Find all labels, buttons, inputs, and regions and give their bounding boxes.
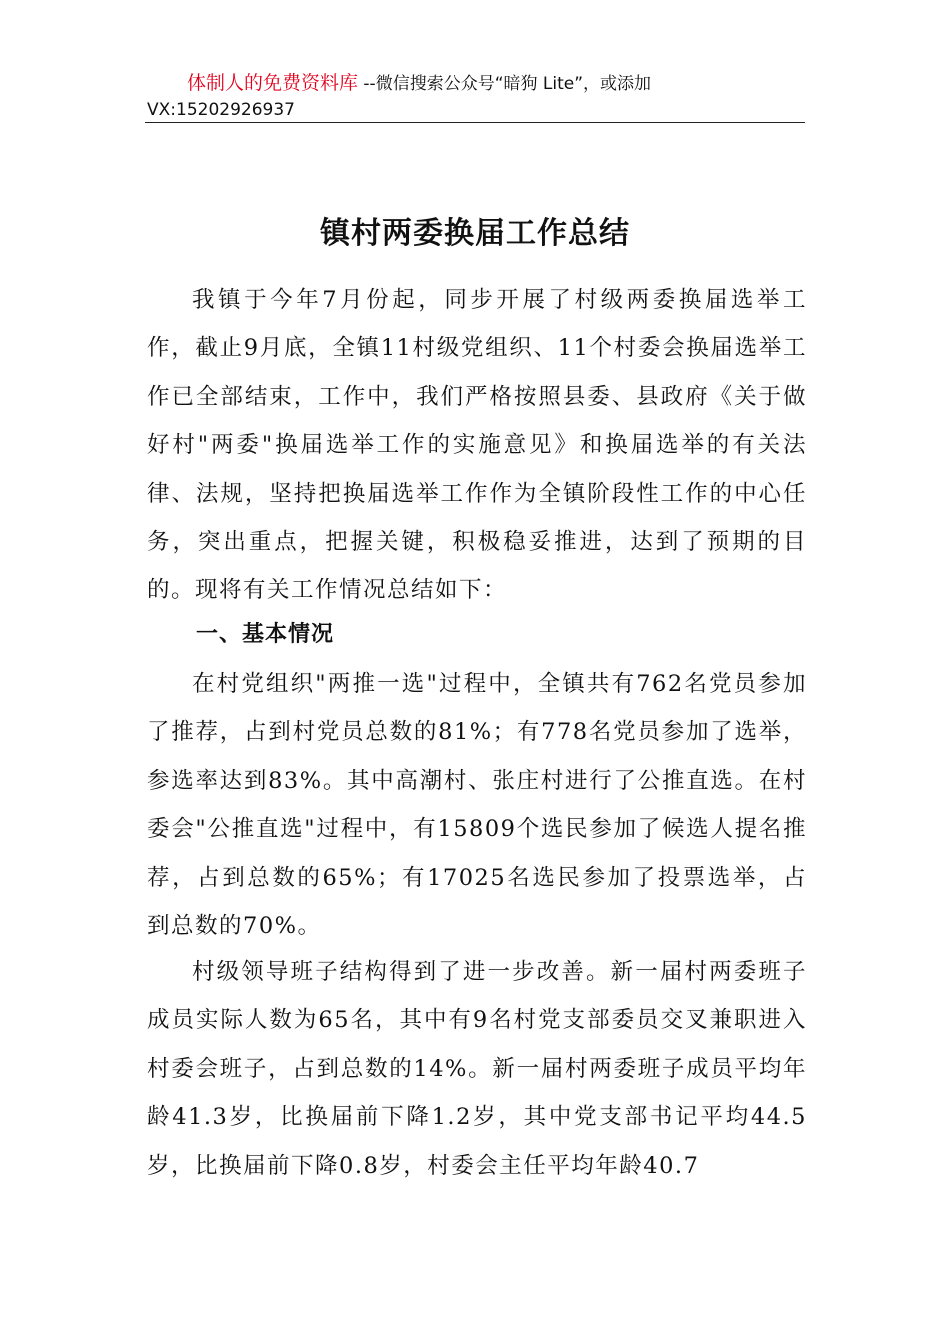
header-contact: VX:15202926937 xyxy=(147,100,295,120)
paragraph-leadership-structure: 村级领导班子结构得到了进一步改善。新一届村两委班子成员实际人数为65名，其中有9名村党支部委员交叉兼职进入村委会班子，占到总数的14%。新一届村两委班子成员平均年龄41.3岁，比换届前下降1.2岁，其中党支部书记平均44.5岁，比换届前下降0.8岁，村委会主任平均年龄40.7 xyxy=(147,959,807,1179)
watermark-header xyxy=(147,70,805,123)
header-suffix: --微信搜索公众号“暗狗 Lite”，或添加 xyxy=(358,74,652,94)
intro-paragraph: 我镇于今年7月份起，同步开展了村级两委换届选举工作，截止9月底，全镇11村级党组织、11个村委会换届选举工作已全部结束，工作中，我们严格按照县委、县政府《关于做好村"两委"换届选举工作的实施意见》和换届选举的有关法律、法规，坚持把换届选举工作作为全镇阶段性工作的中心任务，突出重点，把握关键，积极稳妥推进，达到了预期的目的。现将有关工作情况总结如下： xyxy=(147,287,807,604)
document-title: 镇村两委换届工作总结 xyxy=(320,216,630,251)
section-heading-basic: 一、基本情况 xyxy=(196,622,335,647)
header-brand: 体制人的免费资料库 xyxy=(187,72,359,94)
paragraph-election-stats: 在村党组织"两推一选"过程中，全镇共有762名党员参加了推荐，占到村党员总数的81%；有778名党员参加了选举，参选率达到83%。其中高潮村、张庄村进行了公推直选。在村委会"公推直选"过程中，有15809个选民参加了候选人提名推荐，占到总数的65%；有17025名选民参加了投票选举，占到总数的70%。 xyxy=(147,671,807,940)
header-divider xyxy=(145,122,805,123)
